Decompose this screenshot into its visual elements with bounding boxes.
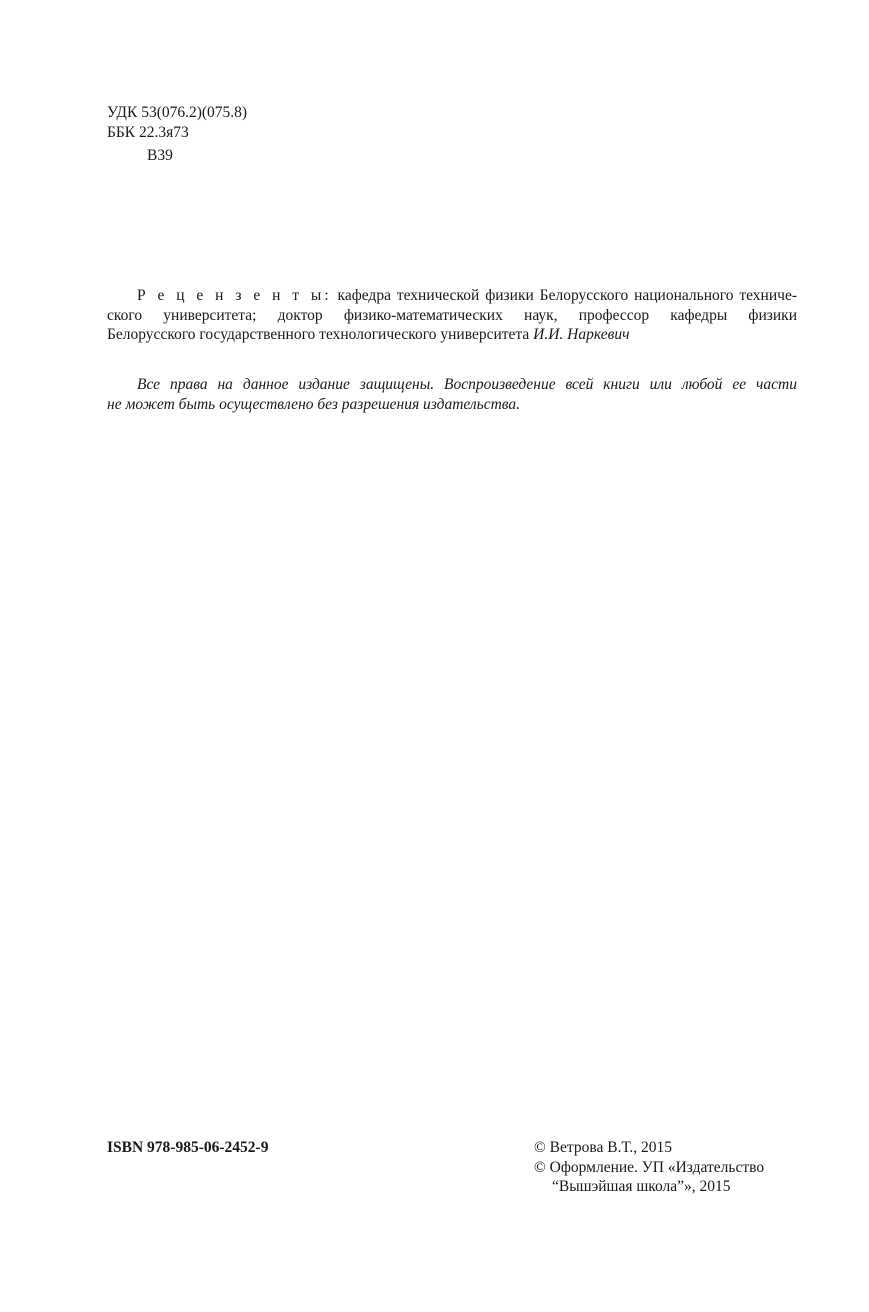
classification-block (107, 103, 247, 166)
bbk-code: ББК 22.3я73 (107, 123, 189, 141)
reviewer-name: И.И. Наркевич (533, 326, 630, 343)
copyright-block (534, 1138, 764, 1197)
reviewers-line-2: ского университета; доктор физико-математических наук, профессор кафедры физики (107, 306, 797, 324)
reviewers-label: Р е ц е н з е н т ы: (137, 287, 332, 304)
reviewers-line-3 (107, 325, 797, 345)
author-mark: В39 (147, 147, 173, 164)
rights-line-1: Все права на данное издание защищены. Воспроизведение всей книги или любой ее части (137, 376, 797, 393)
udk-code: УДК 53(076.2)(075.8) (107, 104, 248, 121)
reviewers-line-1-text: кафедра технической физики Белорусского национального техниче- (331, 287, 797, 304)
copyright-publisher: “Вышэйшая школа”», 2015 (552, 1178, 731, 1195)
rights-notice (107, 375, 797, 415)
copyright-author: © Ветрова В.Т., 2015 (534, 1139, 672, 1156)
reviewers-line-3-text: Белорусского государственного технологического университета (107, 326, 534, 343)
isbn-number: ISBN 978-985-06-2452-9 (107, 1139, 269, 1156)
copyright-design: © Оформление. УП «Издательство (534, 1158, 765, 1176)
reviewers-line-1 (107, 286, 797, 306)
rights-line-2: не может быть осуществлено без разрешения издательства. (107, 396, 521, 413)
reviewers-paragraph (107, 286, 797, 345)
